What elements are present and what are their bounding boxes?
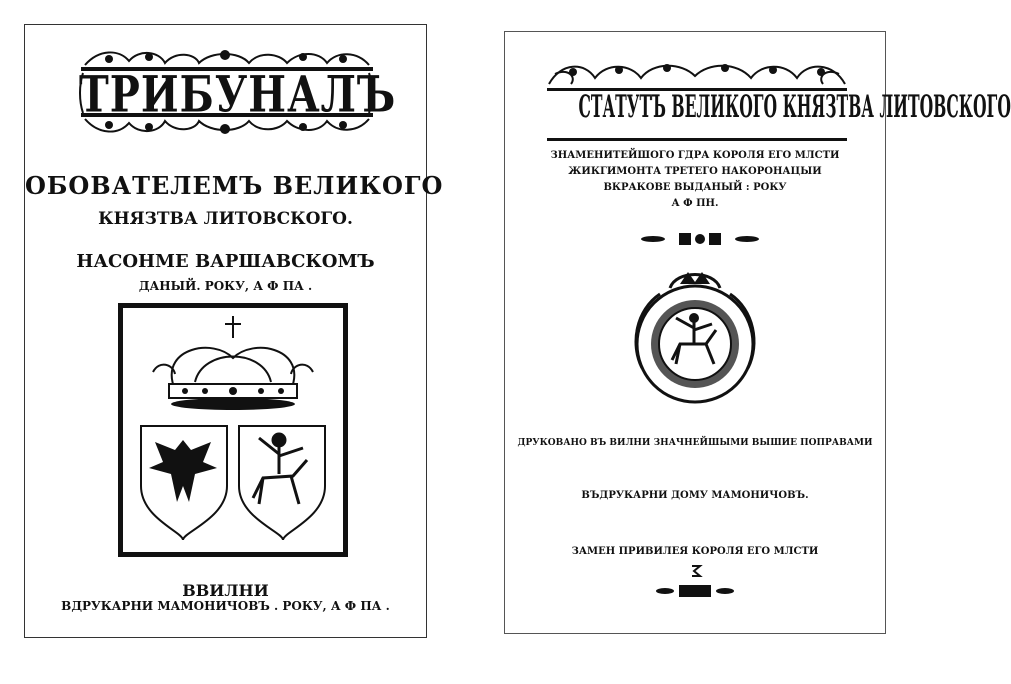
ornament-divider-icon [655,584,735,598]
title-line-4: ДАНЫЙ. РОКУ, А Ф ПА . [138,279,313,293]
title-line-4: А Ф ПН. [671,198,719,209]
right-title-page [504,31,1011,634]
vytis-seal-icon [620,264,770,414]
right-title-banner [545,54,1011,148]
title-line-3: НАСОНМЕ ВАРШАВСКОМЪ [76,251,375,272]
title-line-3: ВКРАКОВЕ ВЫДАНЫЙ : РОКУ [603,182,787,193]
coat-of-arms-icon [123,308,343,552]
title-line-1: ОБОВАТЕЛЕМЪ ВЕЛИКОГО [25,171,444,200]
title-line-2: КНЯЗТВА ЛИТОВСКОГО. [98,209,353,229]
left-title-banner [79,45,397,139]
coat-of-arms-frame [118,303,348,557]
ornament-divider-icon [639,232,761,246]
left-title-page [24,24,444,638]
banner-title: ТРИБУНАЛЪ [79,65,397,124]
printer-line: ВЪДРУКАРНИ ДОМУ МАМОНИЧОВЪ. [581,490,809,501]
imprint-line: ВДРУКАРНИ МАМОНИЧОВЪ . РОКУ, А Ф ПА . [61,599,390,613]
lithuanian-seal [620,264,770,414]
privilege-line: ЗАМЕН ПРИВИЛЕЯ КОРОЛЯ ЕГО МЛСТИ [571,546,819,557]
title-line-2: ЖИКГИМОНТА ТРЕТЕГО НАКОРОНАЦЫИ [568,166,822,177]
city-line: ВВИЛНИ [182,581,269,600]
title-line-1: ЗНАМЕНИТЕЙШОГО ГДРА КОРОЛЯ ЕГО МЛСТИ [550,150,840,161]
banner-title: СТАТУТЪ ВЕЛИКОГО КНЯЗТВА ЛИТОВСКОГО [578,87,1011,125]
printed-line: ДРУКОВАНО ВЪ ВИЛНИ ЗНАЧНЕЙШЫМИ ВЫШИЕ ПОПРАВАМИ [517,438,873,448]
small-mark-icon [691,564,701,578]
